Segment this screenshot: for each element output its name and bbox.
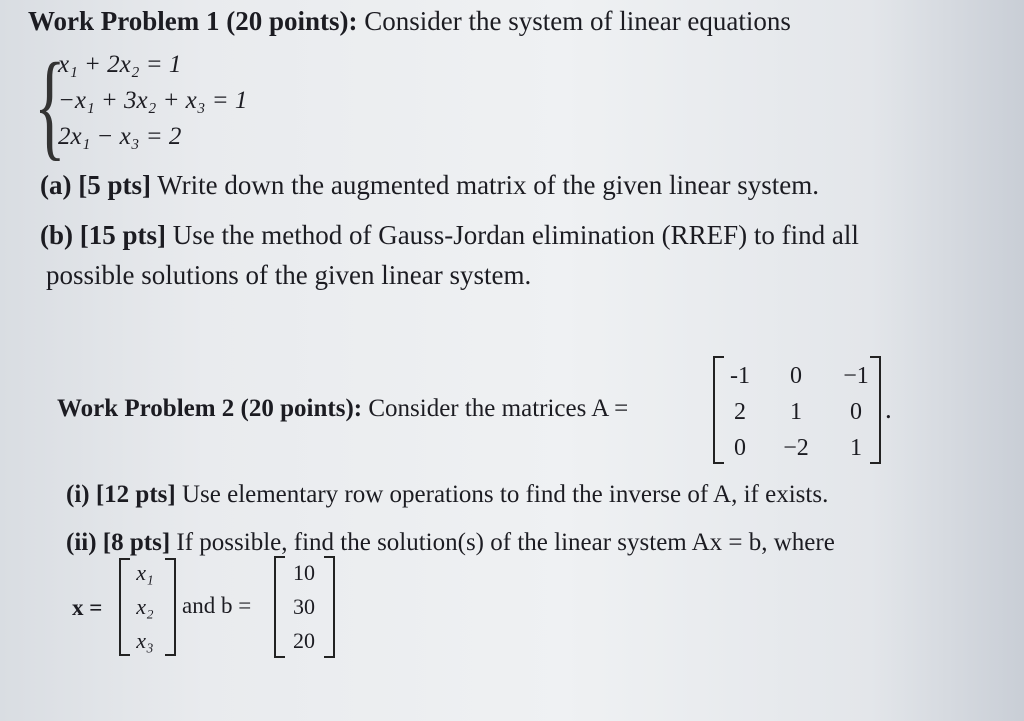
part-ii <box>66 530 835 555</box>
matrix-a-period: . <box>885 394 892 424</box>
part-b <box>40 222 859 249</box>
matrix-a-cell: 0 <box>734 435 746 461</box>
part-a-label: (a) [5 pts] <box>40 170 151 200</box>
part-ii-label: (ii) [8 pts] <box>66 529 171 556</box>
left-brace: { <box>34 38 66 171</box>
matrix-a-cell: 0 <box>790 363 802 389</box>
equation-3: 2x₁ − x₃ = 2 <box>58 123 182 150</box>
part-i <box>66 482 828 507</box>
equation-1: x₁ + 2x₂ = 1 <box>58 51 182 78</box>
equation-2: −x₁ + 3x₂ + x₃ = 1 <box>58 87 248 114</box>
matrix-a-cell: 1 <box>850 435 862 461</box>
matrix-a-cell: −1 <box>843 363 869 389</box>
and-b-label: and b = <box>182 593 252 618</box>
p2-heading: Work Problem 2 (20 points): <box>57 395 363 422</box>
b-vector-entry: 10 <box>293 560 315 585</box>
p1-title-line <box>28 8 791 35</box>
part-i-label: (i) [12 pts] <box>66 481 176 508</box>
matrix-a-cell: -1 <box>730 363 750 389</box>
part-a <box>40 172 819 199</box>
x-vector-entry: x₁ <box>136 560 154 585</box>
part-i-text: Use elementary row operations to find the inverse of A, if exists. <box>181 481 829 508</box>
part-b-continued: possible solutions of the given linear system. <box>46 260 532 290</box>
p1-heading: Work Problem 1 (20 points): <box>28 6 358 36</box>
part-ii-text: If possible, find the solution(s) of the linear system Ax = b, where <box>176 529 835 556</box>
b-vector-entry: 30 <box>293 594 315 619</box>
x-vector-entry: x₂ <box>136 594 154 619</box>
b-vector-entry: 20 <box>293 628 315 653</box>
p2-title-line <box>57 396 628 421</box>
x-vector-entry: x₃ <box>136 628 154 653</box>
x-vector-label: x = <box>72 595 103 620</box>
p2-intro: Consider the matrices A = <box>368 395 629 422</box>
b-vector-right-bracket <box>324 556 335 658</box>
matrix-a-cell: −2 <box>783 435 809 461</box>
matrix-a-cell: 0 <box>850 399 862 425</box>
matrix-a-cell: 1 <box>790 399 802 425</box>
part-b-label: (b) [15 pts] <box>40 220 166 250</box>
p1-intro: Consider the system of linear equations <box>364 6 791 36</box>
part-b-text-1: Use the method of Gauss-Jordan elimination (RREF) to find all <box>172 220 859 250</box>
matrix-a-cell: 2 <box>734 399 746 425</box>
part-a-text: Write down the augmented matrix of the given linear system. <box>157 170 819 200</box>
x-vector-right-bracket <box>165 558 176 656</box>
